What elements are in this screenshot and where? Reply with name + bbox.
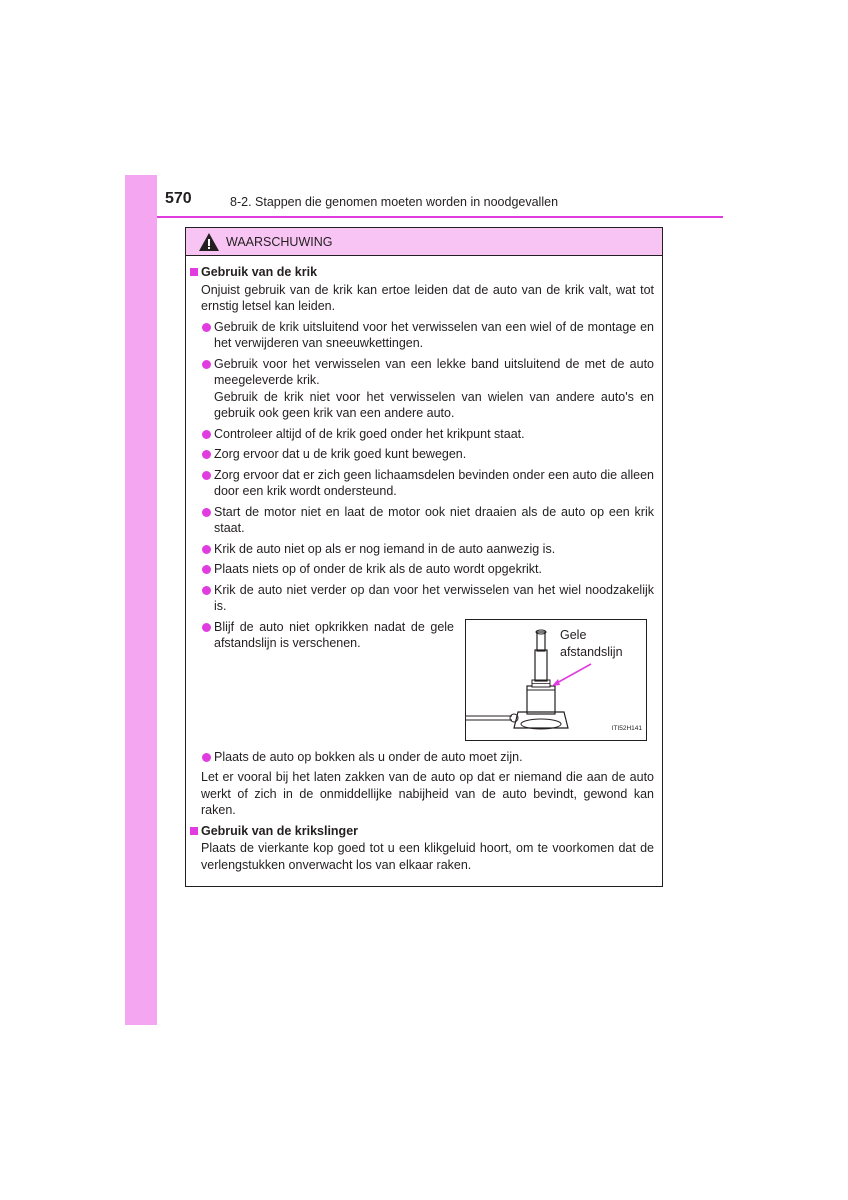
handle-heading-text: Gebruik van de krikslinger	[201, 823, 359, 838]
figure-callout: Gele afstandslijn	[560, 627, 623, 659]
warning-content	[186, 264, 660, 873]
bullet-dot-icon	[202, 323, 211, 332]
jack-intro: Onjuist gebruik van de krik kan ertoe leiden dat de auto van de krik valt, wat tot ernstig letsel kan leiden.	[201, 282, 654, 313]
page-number: 570	[165, 190, 192, 207]
bullet-dot-icon	[202, 360, 211, 369]
jack-section-heading	[186, 264, 660, 281]
list-item: Gebruik voor het verwisselen van een lekke band uitsluitend de met de auto meegeleverde krik. Gebruik de krik niet voor het verwisselen van wielen van andere auto's en gebruik ook geen krik van een andere auto.	[186, 356, 660, 422]
jack-figure	[465, 619, 647, 741]
handle-section-heading	[186, 823, 660, 840]
list-item: Start de motor niet en laat de motor ook niet draaien als de auto op een krik staat.	[186, 504, 660, 537]
bullet-dot-icon	[202, 623, 211, 632]
list-item: Zorg ervoor dat er zich geen lichaamsdelen bevinden onder een auto die alleen door een krik wordt ondersteund.	[186, 467, 660, 500]
bullet-dot-icon	[202, 753, 211, 762]
bullet-extra-text: Gebruik de krik niet voor het verwisselen van wielen van andere auto's en gebruik ook geen krik van een andere auto.	[214, 389, 654, 420]
bullet-dot-icon	[202, 508, 211, 517]
list-item: Plaats niets op of onder de krik als de auto wordt opgekrikt.	[186, 561, 660, 578]
header-rule	[157, 216, 723, 218]
warning-header	[186, 228, 662, 256]
list-item: Krik de auto niet op als er nog iemand in de auto aanwezig is.	[186, 541, 660, 558]
list-item: Plaats de auto op bokken als u onder de auto moet zijn.	[186, 749, 660, 766]
warning-label: WAARSCHUWING	[226, 234, 333, 249]
jack-closing: Let er vooral bij het laten zakken van de auto op dat er niemand die aan de auto werkt of zich in de onmiddellijke nabijheid van de auto bevindt, gewond kan raken.	[201, 770, 654, 817]
list-item: Krik de auto niet verder op dan voor het verwisselen van het wiel noodzakelijk is.	[186, 582, 660, 615]
section-title: 8-2. Stappen die genomen moeten worden in noodgevallen	[230, 195, 559, 209]
bullet-dot-icon	[202, 471, 211, 480]
bullet-dot-icon	[202, 586, 211, 595]
jack-bullet-list	[186, 319, 660, 615]
bullet-dot-icon	[202, 565, 211, 574]
figure-row	[186, 619, 660, 749]
side-tab-band	[125, 175, 157, 1025]
list-item: Zorg ervoor dat u de krik goed kunt bewegen.	[186, 446, 660, 463]
list-item: Gebruik de krik uitsluitend voor het verwisselen van een wiel of de montage en het verwijderen van sneeuwkettingen.	[186, 319, 660, 352]
figure-code: ITI52H141	[611, 725, 642, 732]
bullet-dot-icon	[202, 545, 211, 554]
jack-heading-text: Gebruik van de krik	[201, 265, 318, 279]
list-item: Blijf de auto niet opkrikken nadat de gele afstandslijn is verschenen.	[186, 619, 460, 652]
bullet-dot-icon	[202, 430, 211, 439]
bullet-dot-icon	[202, 450, 211, 459]
section-marker-icon	[190, 268, 198, 276]
warning-box	[185, 227, 663, 887]
warning-triangle-icon	[198, 232, 220, 252]
list-item: Controleer altijd of de krik goed onder het krikpunt staat.	[186, 426, 660, 443]
handle-text: Plaats de vierkante kop goed tot u een klikgeluid hoort, om te voorkomen dat de verlengstukken onverwacht los van elkaar raken.	[201, 841, 654, 872]
section-marker-icon	[190, 827, 198, 835]
